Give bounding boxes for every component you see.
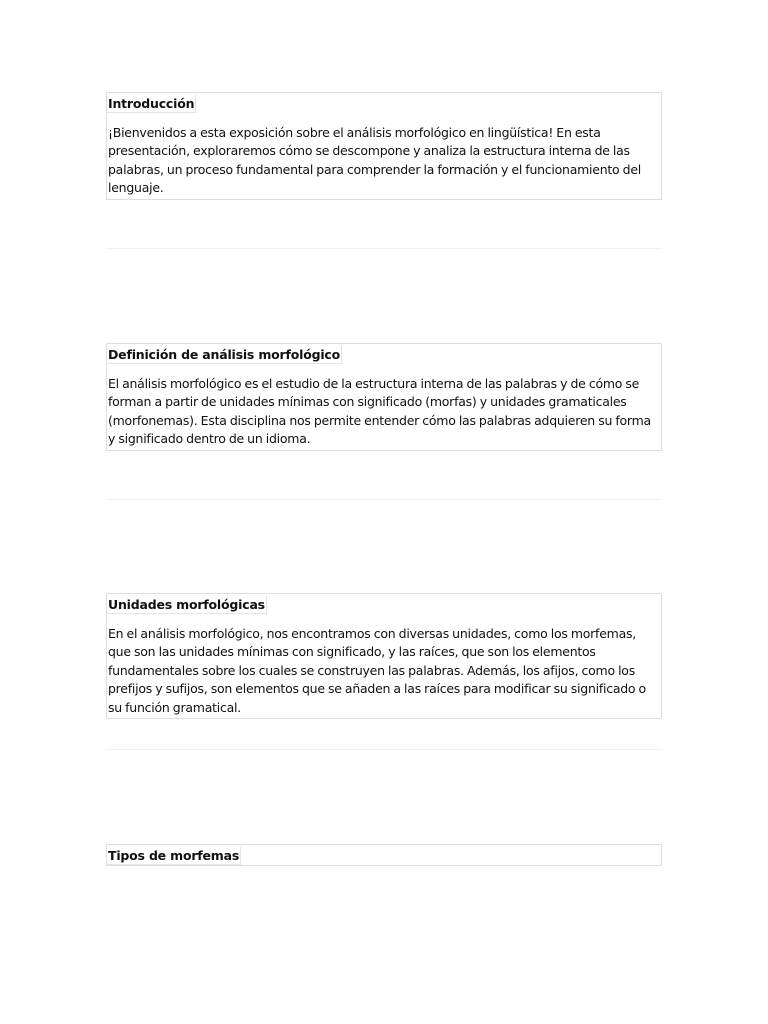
section-divider: [106, 248, 662, 249]
section-tipos: [106, 844, 662, 866]
section-unidades: [106, 593, 662, 719]
section-heading: Unidades morfológicas: [108, 597, 265, 612]
section-divider: [106, 749, 662, 750]
content-box: [106, 343, 662, 451]
section-heading: Tipos de morfemas: [108, 848, 240, 863]
content-box: [106, 92, 662, 200]
section-heading: Introducción: [108, 96, 195, 111]
section-definicion: [106, 343, 662, 451]
section-paragraph: En el análisis morfológico, nos encontramos con diversas unidades, como los morfemas, que son las unidades mínimas con significado, y las raíces, que son los elementos fundamentales sobre los cuales se construyen las palabras. Además, los afijos, como los prefijos y sufijos, son elementos que se añaden a las raíces para modificar su significado o su función gramatical.: [108, 626, 646, 715]
section-paragraph: El análisis morfológico es el estudio de la estructura interna de las palabras y de cómo se forman a partir de unidades mínimas con significado (morfas) y unidades gramaticales (morfonemas). Esta disciplina nos permite entender cómo las palabras adquieren su forma y significado dentro de un idioma.: [108, 376, 651, 447]
section-heading: Definición de análisis morfológico: [108, 347, 341, 362]
content-box: [106, 593, 662, 719]
content-box: [106, 844, 662, 866]
section-introduccion: [106, 92, 662, 200]
section-paragraph: ¡Bienvenidos a esta exposición sobre el análisis morfológico en lingüística! En esta presentación, exploraremos cómo se descompone y analiza la estructura interna de las palabras, un proceso fundamental para comprender la formación y el funcionamiento del lenguaje.: [108, 125, 641, 196]
section-divider: [106, 499, 662, 500]
